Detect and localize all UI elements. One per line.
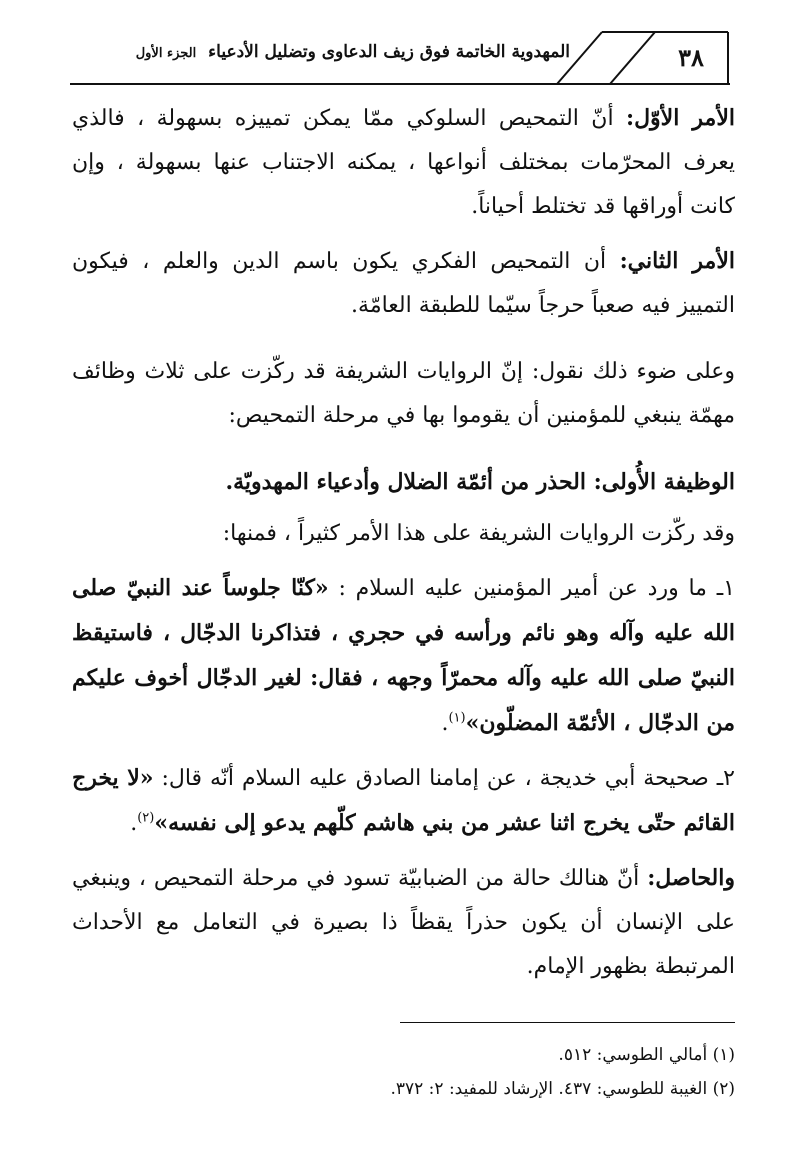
paragraph-text: ١ـ ما ورد عن أمير المؤمنين عليه السلام : <box>328 576 735 601</box>
paragraph-lead: والحاصل: <box>647 865 735 891</box>
paragraph-text: ٢ـ صحيحة أبي خديجة ، عن إمامنا الصادق عليه السلام أنّه قال: <box>153 766 735 791</box>
part-label: الجزء الأول <box>135 46 197 61</box>
footnote-item: (١) أمالي الطوسي: ٥١٢. <box>558 1045 735 1065</box>
footnote-ref: (١) <box>448 710 466 726</box>
running-title-text: المهدوية الخاتمة فوق زيف الدعاوى وتضليل الأدعياء <box>208 42 570 62</box>
paragraph-text: أنّ هنالك حالة من الضبابيّة تسود في مرحلة التمحيص ، وينبغي على الإنسان أن يكون حذراً يقظاً ذا بصيرة في التعامل مع الأحداث المرتبطة بظهور الإمام. <box>72 866 735 979</box>
section-heading: الوظيفة الأُولى: الحذر من أئمّة الضلال وأدعياء المهدويّة. <box>225 469 735 495</box>
paragraph-lead: الأمر الأوّل: <box>625 105 735 131</box>
footnote-divider <box>400 1022 735 1023</box>
page-number: ٣٨ <box>678 43 704 72</box>
paragraph-narration-one: ١ـ ما ورد عن أمير المؤمنين عليه السلام : «كنّا جلوساً عند النبيّ صلى الله عليه وآله وهو نائم ورأسه في حجري ، فتذاكرنا الدجّال ، فاستيقظ النبيّ صلى الله عليه وآله محمرّاً وجهه ، فقال: لغير الدجّال أخوف عليكم من الدجّال ، الأئمّة المضلّون»$^{(١)}$. <box>72 575 735 736</box>
running-title <box>70 42 570 62</box>
footnote-item: (٢) الغيبة للطوسي: ٤٣٧. الإرشاد للمفيد: ٢: ٣٧٢. <box>390 1079 735 1099</box>
paragraph-narration-two: ٢ـ صحيحة أبي خديجة ، عن إمامنا الصادق عليه السلام أنّه قال: «لا يخرج القائم حتّى يخرج اثنا عشر من بني هاشم كلّهم يدعو إلى نفسه»$^{(٢)}$. <box>72 765 735 836</box>
paragraph-narrations-intro: وقد ركّزت الروايات الشريفة على هذا الأمر كثيراً ، فمنها: <box>222 521 735 546</box>
paragraph-three-duties: وعلى ضوء ذلك نقول: إنّ الروايات الشريفة قد ركّزت على ثلاث وظائف مهمّة ينبغي للمؤمنين أن يقوموا بها في مرحلة التمحيص: <box>72 359 735 428</box>
footnote-ref: (٢) <box>137 810 155 826</box>
paragraph-lead: الأمر الثاني: <box>619 248 735 274</box>
footnotes <box>72 1038 735 1106</box>
paragraph-second-matter <box>72 239 735 328</box>
narration-quote: «كنّا جلوساً عند النبيّ صلى الله عليه وآله وهو نائم ورأسه في حجري ، فتذاكرنا الدجّال ، فاستيقظ النبيّ صلى الله عليه وآله محمرّاً وجهه ، فقال: لغير الدجّال أخوف عليكم من الدجّال ، الأئمّة المضلّون» <box>72 575 735 736</box>
paragraph-conclusion <box>72 856 735 989</box>
paragraph-text: أنّ التمحيص السلوكي ممّا يمكن تمييزه بسهولة ، فالذي يعرف المحرّمات بمختلف أنواعها ، يمكنه الاجتناب عنها بسهولة ، وإن كانت أوراقها قد تختلط أحياناً. <box>72 106 735 219</box>
paragraph-first-matter <box>72 96 735 229</box>
paragraph-text: أن التمحيص الفكري يكون باسم الدين والعلم ، فيكون التمييز فيه صعباً حرجاً سيّما للطبقة العامّة. <box>72 249 735 318</box>
narration-quote: «لا يخرج القائم حتّى يخرج اثنا عشر من بني هاشم كلّهم يدعو إلى نفسه» <box>72 765 735 836</box>
page-body <box>72 96 735 999</box>
page-header <box>70 28 730 88</box>
